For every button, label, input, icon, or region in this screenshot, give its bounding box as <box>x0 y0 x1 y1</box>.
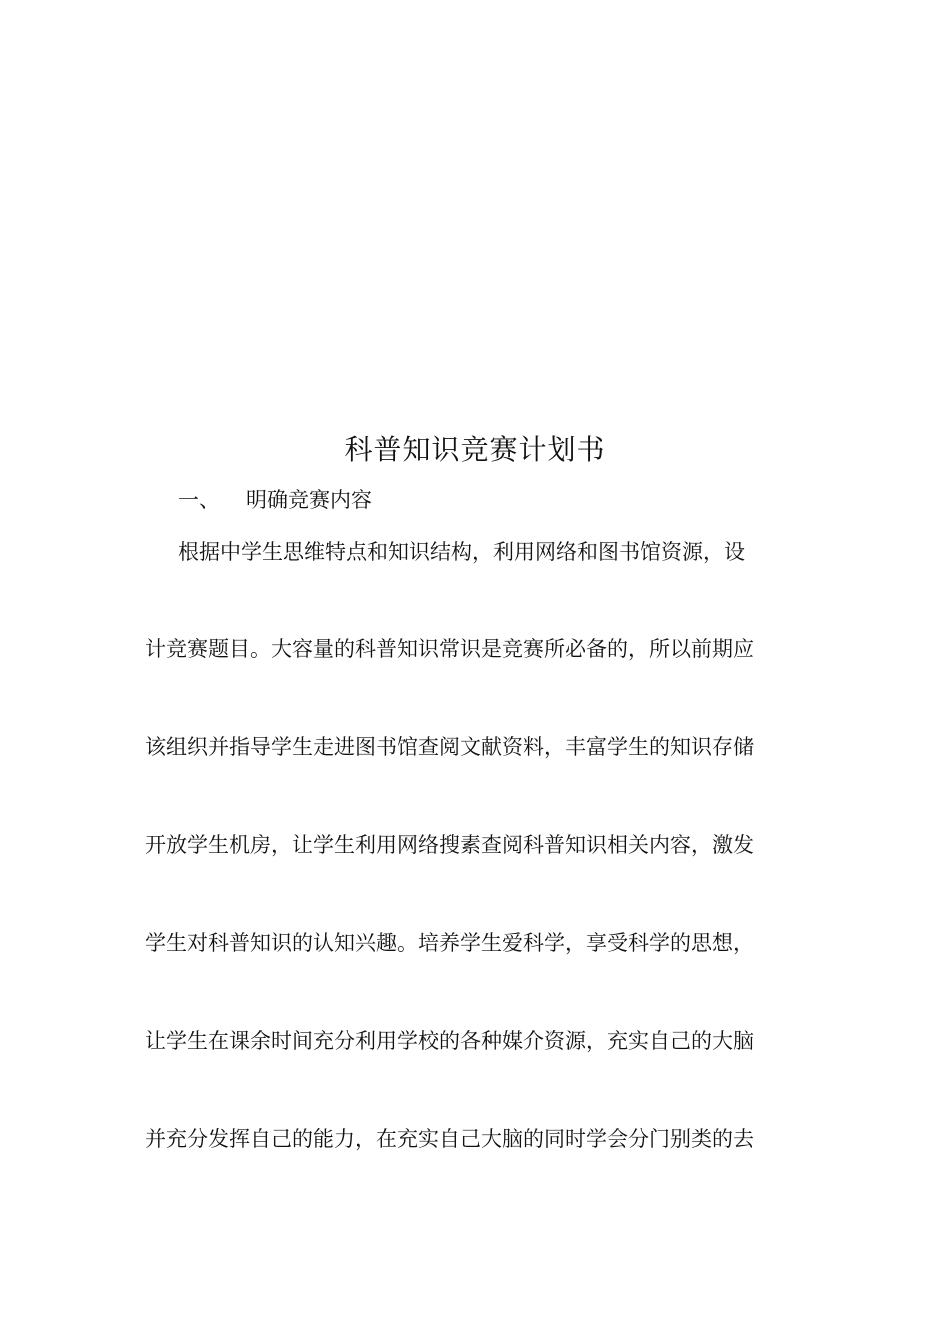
section-heading-text: 明确竞赛内容 <box>246 488 372 512</box>
paragraph-line: 该组织并指导学生走进图书馆查阅文献资料，丰富学生的知识存储 <box>145 735 754 759</box>
paragraph-line: 根据中学生思维特点和知识结构，利用网络和图书馆资源，设 <box>178 540 745 564</box>
section-heading <box>178 484 372 516</box>
paragraph-line: 学生对科普知识的认知兴趣。培养学生爱科学，享受科学的思想， <box>145 931 754 955</box>
paragraph-line: 计竞赛题目。大容量的科普知识常识是竞赛所必备的，所以前期应 <box>145 637 754 661</box>
paragraph-line: 开放学生机房，让学生利用网络搜素查阅科普知识相关内容，激发 <box>145 833 754 857</box>
document-title: 科普知识竞赛计划书 <box>344 433 606 466</box>
paragraph-line: 让学生在课余时间充分利用学校的各种媒介资源，充实自己的大脑 <box>145 1029 754 1053</box>
section-number: 一、 <box>178 488 220 512</box>
paragraph-line: 并充分发挥自己的能力，在充实自己大脑的同时学会分门别类的去 <box>145 1127 754 1151</box>
